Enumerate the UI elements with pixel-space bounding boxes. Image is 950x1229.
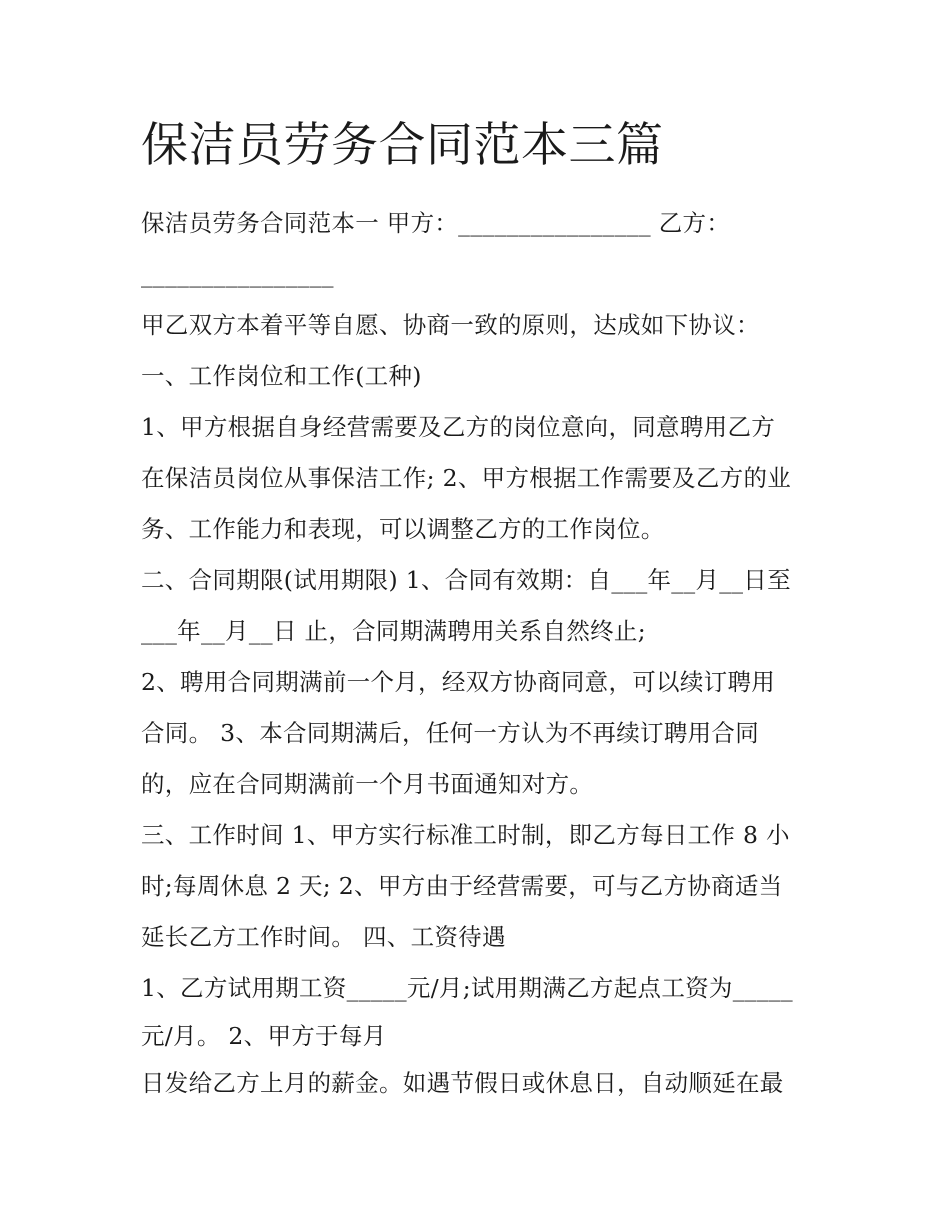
paragraph-line: 合同。 3、本合同期满后，任何一方认为不再续订聘用合同 bbox=[141, 719, 760, 747]
paragraph-line: 务、工作能力和表现，可以调整乙方的工作岗位。 bbox=[141, 515, 665, 543]
paragraph-line: 甲乙双方本着平等自愿、协商一致的原则，达成如下协议： bbox=[141, 311, 760, 339]
paragraph-line: 日发给乙方上月的薪金。如遇节假日或休息日，自动顺延在最 bbox=[141, 1069, 784, 1097]
paragraph-line: 二、合同期限(试用期限) 1、合同有效期：自___年__月__日至 bbox=[141, 566, 791, 594]
paragraph-line: 时;每周休息 2 天; 2、甲方由于经营需要，可与乙方协商适当 bbox=[141, 872, 783, 900]
paragraph-line: 延长乙方工作时间。 四、工资待遇 bbox=[141, 923, 506, 951]
document-title: 保洁员劳务合同范本三篇 bbox=[141, 118, 664, 173]
paragraph-line: 一、工作岗位和工作(工种) bbox=[141, 362, 422, 390]
paragraph-line: 2、聘用合同期满前一个月，经双方协商同意，可以续订聘用 bbox=[141, 668, 776, 696]
paragraph-line: 1、甲方根据自身经营需要及乙方的岗位意向，同意聘用乙方 bbox=[141, 413, 776, 441]
paragraph-line: ___年__月__日 止，合同期满聘用关系自然终止; bbox=[141, 617, 646, 645]
paragraph-line: 三、工作时间 1、甲方实行标准工时制，即乙方每日工作 8 小 bbox=[141, 821, 790, 849]
document-body bbox=[141, 198, 821, 1109]
paragraph-line: 元/月。 2、甲方于每月 bbox=[141, 1022, 387, 1050]
paragraph-line: 在保洁员岗位从事保洁工作; 2、甲方根据工作需要及乙方的业 bbox=[141, 464, 792, 492]
paragraph-line: ________________ bbox=[141, 260, 334, 288]
paragraph-line: 保洁员劳务合同范本一 甲方：________________ 乙方： bbox=[141, 209, 731, 237]
paragraph-line: 的，应在合同期满前一个月书面通知对方。 bbox=[141, 770, 594, 798]
paragraph-line: 1、乙方试用期工资_____元/月;试用期满乙方起点工资为_____ bbox=[141, 974, 793, 1002]
